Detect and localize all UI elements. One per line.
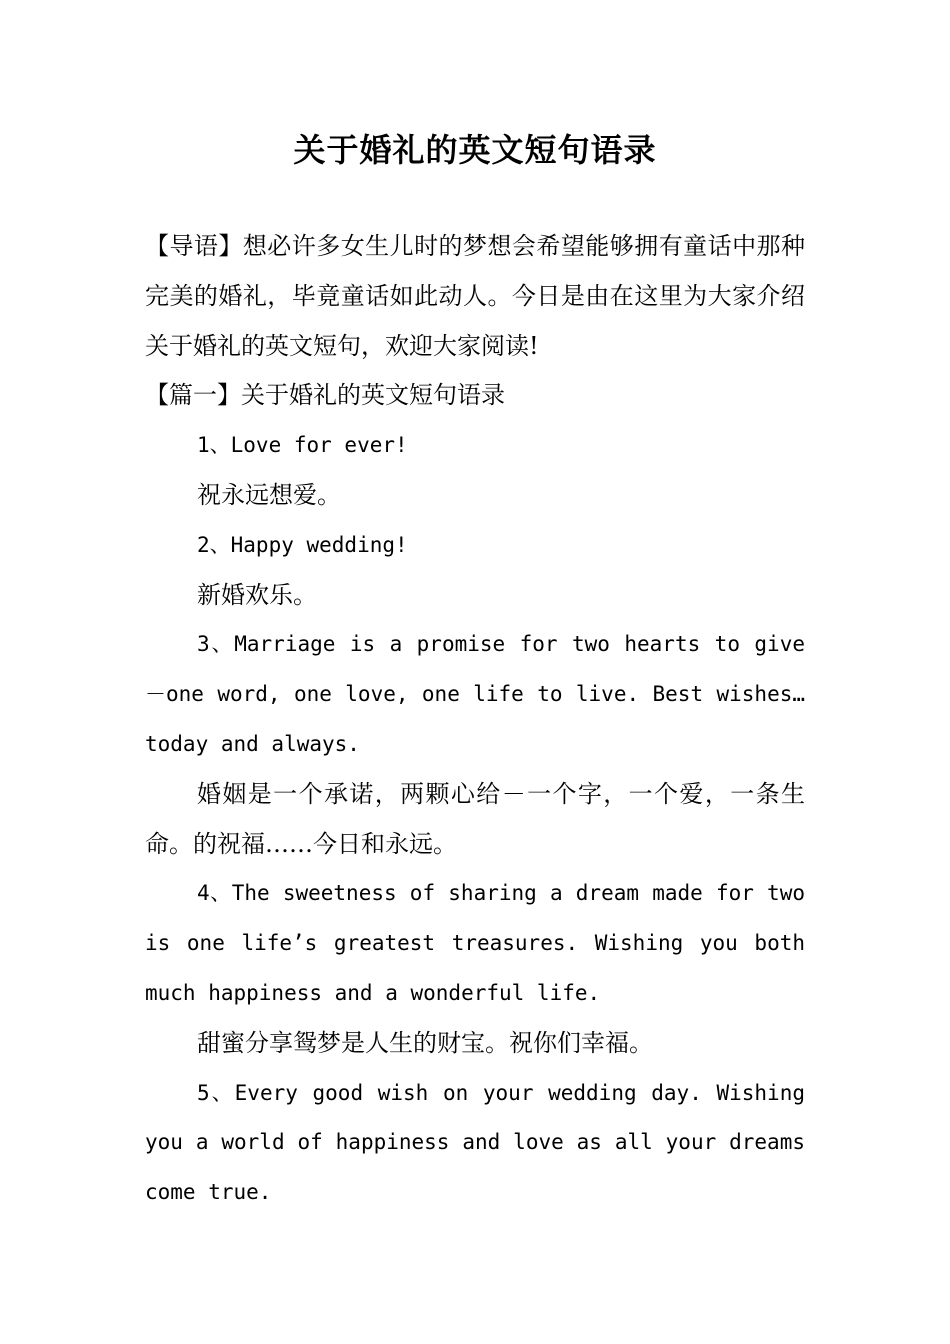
quote-4-chinese: 甜蜜分享鸳梦是人生的财宝。祝你们幸福。 xyxy=(197,1028,653,1057)
quote-1-chinese: 祝永远想爱。 xyxy=(197,480,341,509)
quote-1-english: 1、Love for ever! xyxy=(197,433,408,458)
quote-5-english: 5、Every good wish on your wedding day. Wishing you a world of happiness and love as all your dreams come true. xyxy=(145,1080,805,1205)
section-heading: 【篇一】关于婚礼的英文短句语录 xyxy=(145,381,505,410)
quote-4-english: 4、The sweetness of sharing a dream made for two is one life’s greatest treasures. Wishing you both much happiness and a wonderful life. xyxy=(145,881,805,1005)
document-body xyxy=(145,222,805,1218)
intro-paragraph: 【导语】想必许多女生儿时的梦想会希望能够拥有童话中那种完美的婚礼，毕竟童话如此动人。今日是由在这里为大家介绍关于婚礼的英文短句，欢迎大家阅读! xyxy=(145,232,805,360)
document-title: 关于婚礼的英文短句语录 xyxy=(293,131,657,169)
quote-3-english: 3、Marriage is a promise for two hearts to give－one word, one love, one life to live. Best wishes… today and always. xyxy=(145,632,805,756)
quote-3-chinese: 婚姻是一个承诺，两颗心给－一个字，一个爱，一条生命。的祝福……今日和永远。 xyxy=(145,779,805,858)
quote-2-english: 2、Happy wedding! xyxy=(197,532,408,557)
quote-2-chinese: 新婚欢乐。 xyxy=(197,580,317,609)
